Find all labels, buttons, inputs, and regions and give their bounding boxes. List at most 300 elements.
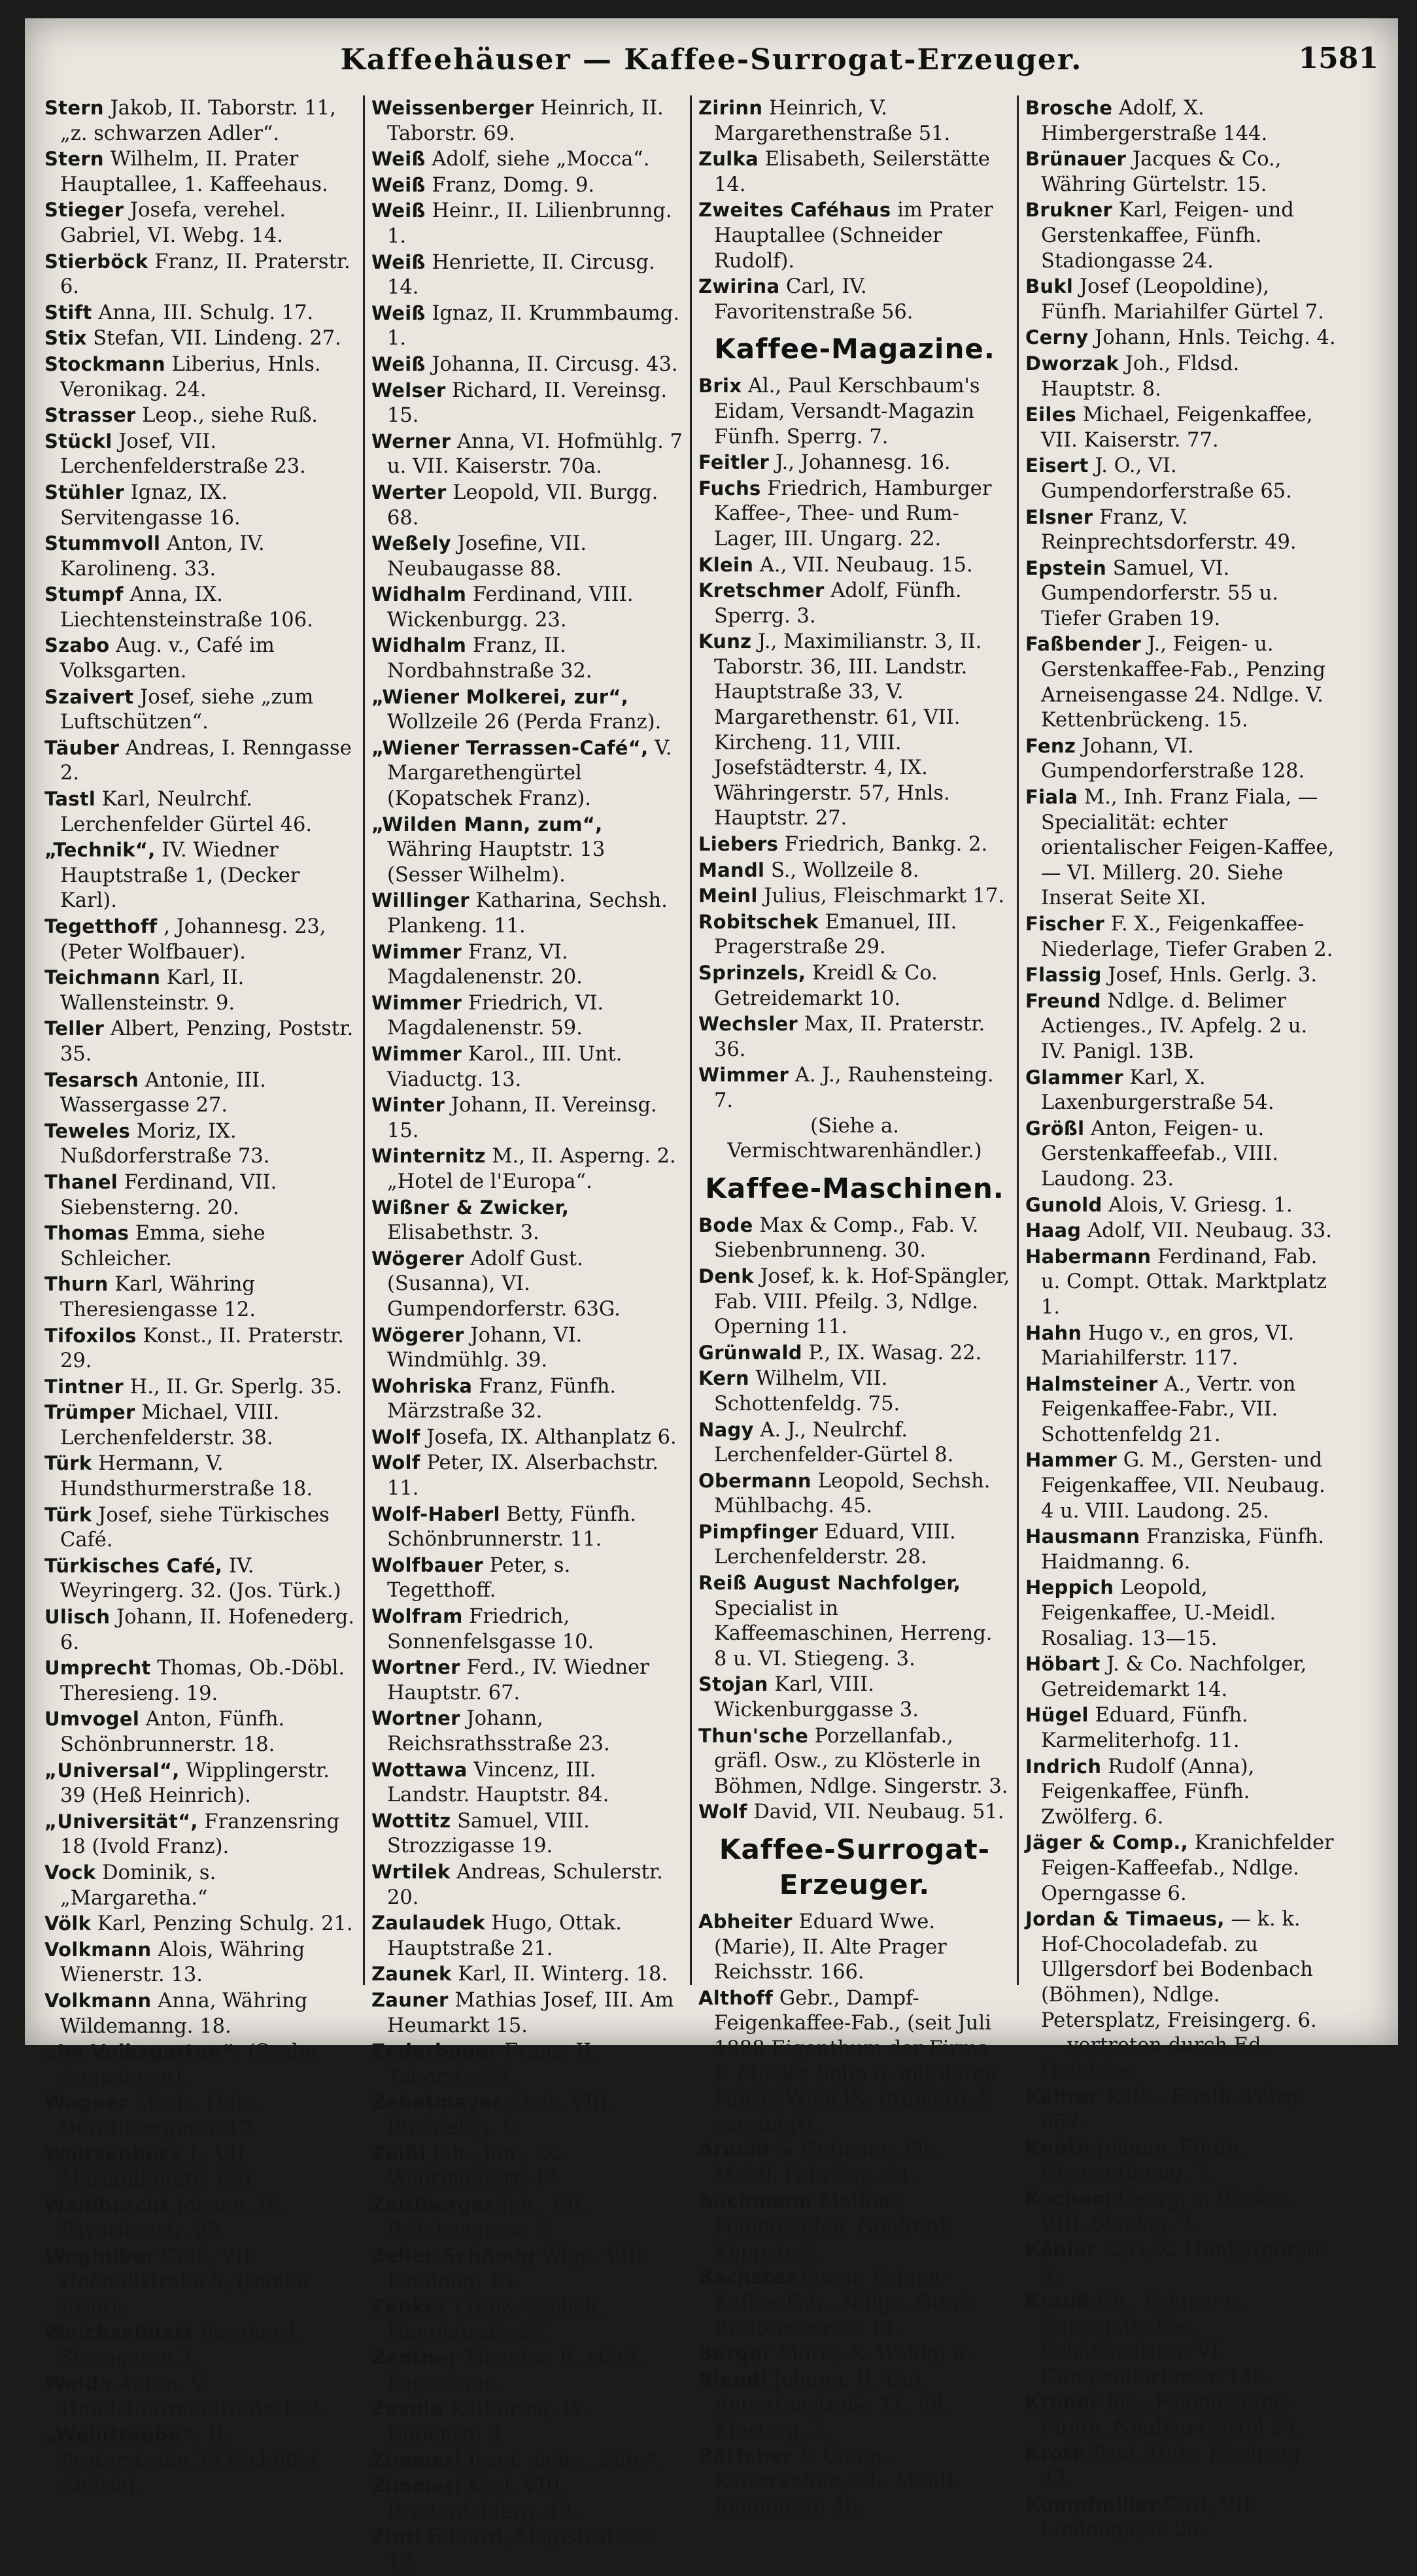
column-1 <box>44 95 357 2499</box>
directory-entry <box>1025 325 1338 351</box>
entry-name: Wimmer <box>371 991 462 1014</box>
entry-name: Weghuber <box>44 2245 156 2267</box>
entry-details: Josef, siehe Türkisches Café. <box>60 1503 330 1552</box>
directory-entry <box>371 1093 684 1144</box>
entry-name: Teller <box>44 1017 105 1040</box>
entry-details: Gebr., Dampf-Feigenkaffee-Fab., (seit Juli 1888 Eigenthum der Firma F. Mück's Sohn u. mit deren Fabrik Wien IX. Bramerg. 9 vereinigt). <box>714 1986 998 2136</box>
entry-details: H., II. Gr. Sperlg. 35. <box>123 1375 343 1398</box>
entry-details: Johann, VI. Windmühlg. 39. <box>387 1323 583 1372</box>
entry-details: Moriz, IX. Nußdorferstraße 73. <box>60 1119 270 1168</box>
entry-name: Weiß <box>371 301 426 324</box>
entry-details: Ignaz, II. Krummbaumg. 1. <box>387 301 680 350</box>
section-heading: Kaffee-Surrogat-Erzeuger. <box>719 1833 991 1901</box>
entry-details: Samuel, VIII. Strozzigasse 19. <box>387 1809 590 1858</box>
entry-details: Aug. v., Café im Volksgarten. <box>60 634 275 683</box>
entry-name: Mandl <box>698 858 765 881</box>
directory-entry <box>698 1213 1011 1264</box>
entry-details: Josef, siehe „zum Luftschützen“. <box>60 685 314 734</box>
entry-details: & Comp., Kaiserkaffee, Ob. Meidl. Johannesg. 46. <box>714 2445 959 2518</box>
directory-entry <box>371 2448 684 2474</box>
entry-details: Ferdinand, VIII. Wickenburgg. 23. <box>387 583 634 632</box>
entry-name: Böttcher <box>698 2445 793 2467</box>
directory-entry <box>371 1859 684 1910</box>
entry-name: Stern <box>44 97 104 119</box>
directory-entry <box>698 2341 1011 2367</box>
directory-entry <box>371 888 684 939</box>
entry-details: Antonie, III. Wassergasse 27. <box>60 1068 266 1117</box>
entry-name: Bachstez <box>698 2266 796 2289</box>
directory-entry <box>44 582 357 633</box>
directory-entry <box>698 476 1011 552</box>
entry-details: Eduard, Magistratsstr. 12. <box>387 2526 657 2574</box>
entry-name: Tintner <box>44 1375 124 1398</box>
entry-details: Josefine, VII. Neubaugasse 88. <box>387 532 587 581</box>
directory-entry <box>698 146 1011 197</box>
directory-entry <box>698 2367 1011 2444</box>
directory-entry <box>1025 351 1338 402</box>
entry-details: Wilhelm, VII. Schottenfeldg. 75. <box>714 1367 900 1415</box>
entry-name: Thanel <box>44 1170 118 1193</box>
directory-entry <box>44 2142 357 2193</box>
entry-name: Willinger <box>371 889 469 912</box>
entry-details: Ch., Feigen- u. Surrogatkaffee, Schätzmeister, VI. Gumpendorferstr. 149. <box>1041 2290 1272 2388</box>
directory-entry <box>44 787 357 838</box>
entry-details: Elisabeth, Seilerstätte 14. <box>714 148 990 196</box>
directory-entry <box>371 2524 684 2575</box>
directory-entry <box>371 736 684 812</box>
entry-details: Katharina, Sechsh. Plankeng. 11. <box>387 889 668 938</box>
entry-details: Andreas, I. Renngasse 2. <box>60 736 352 785</box>
entry-details: Georg, a. Bäcker, VIII. Skodag. 7. <box>1041 2187 1293 2236</box>
entry-details: Thomas, Ob.-Döbl. Theresieng. 19. <box>60 1657 345 1705</box>
entry-name: Wimmer <box>371 940 462 963</box>
entry-name: Kumpfmiller <box>1025 2493 1159 2516</box>
directory-entry <box>698 1986 1011 2138</box>
entry-details: Alois, VIII. Buchfeldg. 6. <box>387 2091 615 2139</box>
directory-entry <box>1025 453 1338 504</box>
entry-details: Hugo v., en gros, VI. Mariahilferstr. 117. <box>1041 1321 1295 1370</box>
directory-entry <box>371 582 684 633</box>
entry-name: Szabo <box>44 634 110 657</box>
entry-name: Feitler <box>698 451 770 474</box>
entry-details: J. & Co. Nachfolger, Getreidemarkt 14. <box>1041 1653 1307 1701</box>
entry-name: Althoff <box>698 1986 774 2009</box>
entry-name: Kern <box>698 1367 749 1390</box>
directory-entry <box>1025 1448 1338 1524</box>
entry-details: Franzensring 18 (Ivold Franz). <box>60 1810 340 1859</box>
entry-details: Adolf Gust. (Susanna), VI. Gumpendorferstr. 63G. <box>387 1247 621 1321</box>
entry-name: Dworzak <box>1025 352 1119 375</box>
directory-entry <box>44 146 357 197</box>
directory-entry <box>371 1425 684 1451</box>
directory-entry <box>44 1374 357 1400</box>
entry-name: Krauß <box>1025 2290 1091 2313</box>
entry-name: Fenz <box>1025 734 1076 757</box>
entry-details: Johann, II. Hofenederg. 6. <box>60 1606 354 1654</box>
entry-name: Jordan & Timaeus, <box>1025 1908 1225 1931</box>
entry-name: Klein <box>698 553 754 576</box>
directory-entry <box>1025 1193 1338 1219</box>
entry-name: Umprecht <box>44 1657 151 1680</box>
entry-name: Biendl <box>698 2368 767 2391</box>
directory-entry <box>371 1323 684 1374</box>
entry-details: Emanuel, III. Pragerstraße 29. <box>714 910 957 959</box>
directory-entry <box>1025 2237 1338 2288</box>
directory-entry <box>371 2243 684 2294</box>
directory-entry <box>698 1264 1011 1340</box>
entry-details: Hermann, V. Hundsthurmerstraße 18. <box>60 1452 313 1501</box>
entry-name: Denk <box>698 1264 754 1287</box>
entry-name: Brosche <box>1025 97 1113 119</box>
entry-name: Ulisch <box>44 1606 111 1629</box>
entry-details: Franz, Sechsh. Hauptstraße 27. <box>387 2296 604 2344</box>
entry-name: Zederbauer <box>371 2040 498 2063</box>
entry-details: Franz, VI. Magdalenenstr. 20. <box>387 940 583 989</box>
entry-details: im Prater Hauptallee (Schneider Rudolf). <box>714 199 993 273</box>
directory-entry <box>371 2473 684 2524</box>
entry-name: Widhalm <box>371 634 467 657</box>
directory-entry <box>371 1604 684 1655</box>
entry-name: Brukner <box>1025 199 1113 222</box>
directory-entry <box>44 2193 357 2244</box>
entry-details: Mathias Josef, III. Am Heumarkt 15. <box>387 1988 674 2037</box>
entry-name: Cerny <box>1025 326 1089 349</box>
directory-entry <box>44 1553 357 1604</box>
entry-details: Franz, II. Praterstr. 6. <box>60 250 350 299</box>
entry-name: Volkmann <box>44 1938 152 1961</box>
directory-entry <box>698 1519 1011 1570</box>
entry-name: Wolf <box>371 1451 420 1474</box>
entry-details: Karol., III. Unt. Viaductg. 13. <box>387 1042 623 1091</box>
entry-name: Völk <box>44 1912 92 1935</box>
entry-details: Dominik, s. „Margaretha.“ <box>60 1861 216 1910</box>
directory-entry <box>1025 556 1338 632</box>
directory-entry <box>698 960 1011 1011</box>
entry-details: Specialist in Kaffeemaschinen, Herreng. 8 u. VI. Stiegeng. 3. <box>714 1597 993 1670</box>
entry-details: Karl, Neulrchf. Lerchenfelder Gürtel 46. <box>60 788 313 836</box>
directory-entry <box>698 1340 1011 1366</box>
entry-name: Wißner & Zwicker, <box>371 1196 570 1219</box>
directory-entry <box>698 552 1011 579</box>
entry-details: Julius, Fleischmarkt 17. <box>757 885 1005 908</box>
entry-name: Zentner <box>371 2347 458 2369</box>
entry-name: Zulka <box>698 148 759 171</box>
entry-details: Johann, Fünfh. Clementineng. 7. <box>1041 2136 1246 2185</box>
entry-details: G. M., Gersten- und Feigenkaffee, VII. Neubaug. 4 u. VIII. Laudong. 25. <box>1041 1449 1325 1523</box>
entry-name: Freund <box>1025 989 1101 1012</box>
entry-name: Halmsteiner <box>1025 1372 1158 1395</box>
directory-entry <box>44 2244 357 2320</box>
entry-name: Fuchs <box>698 477 761 500</box>
directory-entry <box>371 1246 684 1323</box>
directory-entry <box>371 1553 684 1604</box>
directory-entry <box>44 95 357 146</box>
entry-name: Hügel <box>1025 1704 1089 1727</box>
entry-name: Hausmann <box>1025 1525 1140 1548</box>
directory-entry <box>698 1366 1011 1417</box>
entry-details: Ignaz, IX. Servitengasse 16. <box>60 481 241 530</box>
entry-details: Heinr., II. Lilienbrunng. 1. <box>387 199 672 248</box>
entry-details: Liberius, Hnls. Veronikag. 24. <box>60 352 321 401</box>
directory-entry <box>1025 146 1338 197</box>
entry-details: P., IX. Wasag. 22. <box>802 1341 982 1364</box>
directory-entry <box>698 1011 1011 1062</box>
entry-details: Katharina, IV. Rubensg. 3. <box>387 2398 588 2447</box>
entry-name: Habermann <box>1025 1245 1152 1268</box>
entry-details: Hugo, Ottak. Hauptstraße 21. <box>387 1912 622 1960</box>
entry-details: Friedrich, Hamburger Kaffee-, Thee- und Rum-Lager, III. Ungarg. 22. <box>714 477 992 551</box>
directory-entry <box>44 2090 357 2141</box>
directory-entry <box>698 450 1011 476</box>
entry-details: Währing Hauptstr. 13 (Sesser Wilhelm). <box>387 838 606 887</box>
entry-name: Zeißl <box>371 2142 426 2165</box>
directory-entry <box>698 1570 1011 1672</box>
entry-name: Weissenberger <box>371 97 534 119</box>
directory-entry <box>44 1400 357 1451</box>
directory-entry <box>371 1757 684 1808</box>
directory-entry <box>1025 1065 1338 1116</box>
entry-details: A., VII. Neubaug. 15. <box>753 553 973 577</box>
directory-entry <box>698 883 1011 909</box>
entry-details: Mathias, Feigenkaffee, Neulrchf. Koppstr. 3. <box>714 2190 952 2263</box>
directory-entry <box>44 2039 357 2090</box>
entry-details: Joh., VII. Brückengasse 2. <box>387 2193 589 2242</box>
directory-entry <box>1025 911 1338 962</box>
entry-name: Teweles <box>44 1119 131 1142</box>
entry-details: Henriette, II. Circusg. 14. <box>387 250 655 299</box>
directory-entry <box>44 1758 357 1809</box>
entry-name: Zimmerl <box>371 2449 462 2471</box>
entry-details: Carl, IV. Favoritenstraße 56. <box>714 275 913 324</box>
entry-details: F. X., Feigenkaffee-Niederlage, Tiefer Graben 2. <box>1041 913 1333 961</box>
directory-entry <box>371 173 684 199</box>
entry-name: Weichselblatt <box>44 2321 194 2344</box>
directory-entry <box>44 633 357 684</box>
directory-entry <box>371 2141 684 2192</box>
entry-name: Bode <box>698 1213 753 1236</box>
directory-entry <box>44 1988 357 2039</box>
entry-name: Winternitz <box>371 1145 486 1168</box>
entry-name: Bukl <box>1025 275 1074 298</box>
entry-details: Karl, II. Winterg. 18. <box>451 1963 668 1986</box>
entry-details: IV. Wiedner Hauptstraße 1, (Decker Karl). <box>60 839 300 913</box>
entry-details: Karl, VIII. Wickenburggasse 3. <box>714 1673 919 1722</box>
entry-name: Szaivert <box>44 685 134 708</box>
entry-name: Indrich <box>1025 1755 1102 1778</box>
directory-entry <box>44 1451 357 1502</box>
entry-details: Johann, IV. Favoritenstr. 22. <box>60 2194 284 2243</box>
directory-entry <box>44 249 357 300</box>
directory-entry <box>371 1988 684 2039</box>
entry-details: Heinrich, V. Margarethenstraße 51. <box>714 97 951 145</box>
entry-name: Weida <box>44 2372 112 2395</box>
directory-entry <box>1025 1524 1338 1575</box>
entry-details: Joh., jun., IX. Währingerstr. 47. <box>387 2142 564 2191</box>
entry-name: Meinl <box>698 885 758 907</box>
directory-entry <box>44 838 357 914</box>
directory-entry <box>1025 505 1338 556</box>
directory-entry <box>44 1502 357 1553</box>
entry-details: Alois, V. Griesg. 1. <box>1102 1193 1293 1217</box>
entry-name: Nagy <box>698 1418 754 1441</box>
directory-entry <box>698 197 1011 274</box>
directory-entry <box>44 1911 357 1937</box>
entry-details: Richard, II. Vereinsg. 15. <box>387 379 668 428</box>
entry-details: Oscar, Feigen-Kaffee-Fab., Ndlge. Ottak. Breitenseerstr. 11. <box>714 2266 978 2340</box>
directory-entry <box>44 2422 357 2499</box>
directory-entry <box>44 197 357 248</box>
entry-name: Zimmerl <box>371 2475 462 2498</box>
directory-entry <box>1025 989 1338 1065</box>
entry-name: Wechsler <box>698 1013 798 1036</box>
entry-name: Zirinn <box>698 97 763 119</box>
directory-entry <box>1025 2288 1338 2390</box>
entry-name: Täuber <box>44 736 120 759</box>
entry-details: Jakob, II. Taborstr. 11, „z. schwarzen Adler“. <box>60 97 336 145</box>
entry-name: Winter <box>371 1094 445 1117</box>
entry-details: Karl, Währing Theresiengasse 12. <box>60 1273 256 1321</box>
entry-name: Umvogel <box>44 1708 140 1731</box>
entry-name: Elsner <box>1025 505 1093 528</box>
directory-entry <box>698 373 1011 450</box>
directory-entry <box>44 480 357 531</box>
entry-details: Jacques & Co., Währing Gürtelstr. 15. <box>1041 148 1282 196</box>
entry-name: Heppich <box>1025 1576 1114 1599</box>
directory-entry <box>44 1221 357 1272</box>
entry-name: Wottitz <box>371 1809 451 1832</box>
entry-details: Wipplingerstr. 39 (Heß Heinrich). <box>60 1759 330 1808</box>
entry-details: Moriz, X. Waldg. 6. <box>772 2343 971 2366</box>
entry-details: Kath., Fünfh. Pelzg. 657. <box>1041 2085 1305 2133</box>
entry-name: Wögerer <box>371 1323 464 1346</box>
directory-entry <box>371 352 684 378</box>
entry-name: Zauner <box>371 1988 449 2011</box>
entry-name: Weiß <box>371 250 426 273</box>
directory-entry <box>371 301 684 352</box>
entry-details: Carl, VII. Lindengasse 26. <box>1041 2493 1257 2542</box>
directory-entry <box>371 1374 684 1425</box>
entry-details: Josefa, IX. Althanplatz 6. <box>420 1425 677 1449</box>
entry-details: Johann, Reichsrathsstraße 23. <box>387 1707 610 1755</box>
entry-name: Weiß <box>371 199 426 222</box>
directory-entry <box>698 858 1011 884</box>
entry-details: Johanna, II. Circusg. 43. <box>425 352 678 376</box>
entry-name: Zeitlberger <box>371 2193 494 2216</box>
directory-entry <box>1025 734 1338 785</box>
entry-details: Adolf, X. Himbergerstraße 144. <box>1041 97 1268 145</box>
entry-name: Arnold <box>698 2139 770 2161</box>
directory-entry <box>44 429 357 480</box>
entry-details: Karl, X. Himbergerstr. 5. <box>1041 2238 1328 2287</box>
entry-name: Brix <box>698 375 742 398</box>
entry-name: Wolf-Haberl <box>371 1502 500 1525</box>
entry-name: Widhalm <box>371 583 467 606</box>
entry-name: Stumpf <box>44 583 124 606</box>
entry-name: „Wiener Terrassen-Café“, <box>371 736 649 759</box>
entry-details: Peter, s. Tegetthoff. <box>387 1553 571 1602</box>
entry-details: Max, II. Praterstr. 36. <box>714 1013 985 1061</box>
entry-details: Anton, V. Hundsthurmerstraße 137. <box>60 2372 326 2421</box>
entry-name: Tifoxilos <box>44 1324 137 1347</box>
entry-details: Stefan, VII. Lindeng. 27. <box>86 327 341 350</box>
entry-details: Joh., Fldsd. Hauptstr. 8. <box>1041 352 1240 401</box>
entry-name: Kunz <box>698 630 752 653</box>
entry-name: Stern <box>44 148 104 171</box>
entry-name: Liebers <box>698 833 779 856</box>
directory-entry <box>1025 1372 1338 1448</box>
entry-name: Vock <box>44 1861 96 1884</box>
entry-name: Stückl <box>44 430 112 452</box>
column-2 <box>371 95 684 2576</box>
entry-name: „Wiener Molkerei, zur“, <box>371 685 629 708</box>
directory-entry <box>1025 785 1338 911</box>
entry-details: David, VII. Neubaug. 51. <box>747 1801 1004 1824</box>
entry-details: Karl, II. Wallensteinstr. 9. <box>60 966 245 1015</box>
directory-entry <box>44 685 357 736</box>
directory-entry <box>371 1144 684 1195</box>
entry-name: Fiala <box>1025 786 1078 809</box>
entry-name: Stojan <box>698 1673 768 1696</box>
entry-name: Epstein <box>1025 556 1107 579</box>
directory-entry <box>44 1809 357 1860</box>
directory-entry <box>698 1909 1011 1986</box>
entry-name: Stix <box>44 327 87 350</box>
entry-name: Hammer <box>1025 1449 1118 1472</box>
entry-name: Gunold <box>1025 1193 1102 1216</box>
directory-entry <box>371 1450 684 1501</box>
entry-name: Thomas <box>44 1222 129 1245</box>
entry-details: Heinrich, II. Taborstr. 69. <box>387 97 664 145</box>
entry-details: Johann, II. Unt. Augartenstraße 11, Fil. Klosterg. 3. <box>714 2368 951 2442</box>
entry-name: Wolf <box>698 1801 747 1823</box>
entry-name: Robitschek <box>698 910 819 933</box>
entry-details: J. O., VI. Gumpendorferstraße 65. <box>1041 454 1292 503</box>
section-heading: Kaffee-Maschinen. <box>705 1172 1004 1204</box>
entry-details: M., Inh. Franz Fiala, — Specialität: echter orientalischer Feigen-Kaffee, — VI. Millerg. 20. Siehe Inserat Seite XI. <box>1041 786 1335 910</box>
entry-name: Sprinzels, <box>698 962 806 984</box>
entry-details: Leopold, Feigenkaffee, U.-Meidl. Rosaliag. 13—15. <box>1041 1576 1276 1650</box>
entry-details: Josef, Hnls. Gerlg. 3. <box>1101 964 1318 987</box>
entry-name: Stieger <box>44 199 124 222</box>
entry-name: Wagner <box>44 2092 128 2114</box>
directory-entry <box>371 146 684 173</box>
directory-entry <box>1025 1830 1338 1907</box>
entry-details: Johann, Hnls. Teichg. 4. <box>1088 326 1336 350</box>
entry-name: Zezula <box>371 2398 443 2420</box>
directory-entry <box>371 1910 684 1961</box>
directory-entry <box>44 1860 357 1911</box>
directory-entry <box>1025 2084 1338 2135</box>
directory-entry <box>1025 1652 1338 1703</box>
directory-entry <box>371 1042 684 1093</box>
directory-entry <box>698 578 1011 629</box>
entry-details: A. J., Rauhensteing. 7. <box>714 1064 994 1112</box>
entry-details: Kranichfelder Feigen-Kaffeefab., Ndlge. Operngasse 6. <box>1041 1831 1334 1905</box>
entry-details: Anton, Fünfh. Schönbrunnerstr. 18. <box>60 1708 285 1756</box>
entry-details: S., Wollzeile 8. <box>764 858 919 882</box>
entry-details: & Gutmann, Ob. Meidl. Fabriksg. 51. <box>714 2139 942 2187</box>
directory-entry <box>44 1655 357 1706</box>
directory-entry <box>698 2265 1011 2341</box>
entry-name: Reiß August Nachfolger, <box>698 1572 961 1595</box>
entry-details: Friedrich, Sonnenfelsgasse 10. <box>387 1605 594 1653</box>
directory-entry <box>371 378 684 429</box>
entry-name: Wottawa <box>371 1758 468 1781</box>
entry-name: Stühler <box>44 481 125 503</box>
entry-details: Franz, V. Reinprechtsdorferstr. 49. <box>1041 505 1297 554</box>
entry-name: Wolf <box>371 1425 420 1448</box>
directory-entry <box>371 1655 684 1706</box>
